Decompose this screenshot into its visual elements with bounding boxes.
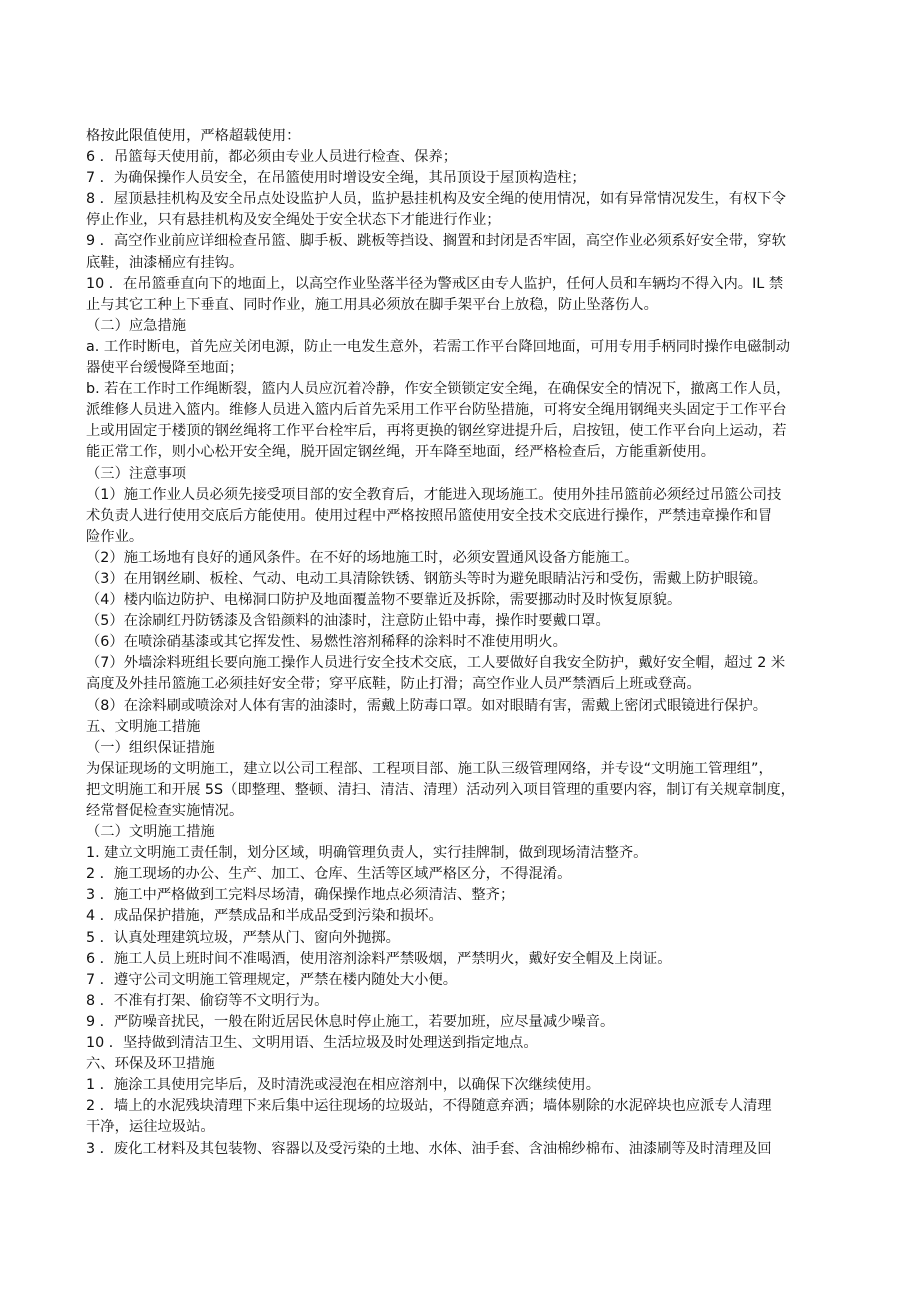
text-line: 8 ．屋顶悬挂机构及安全吊点处设监护人员，监护悬挂机构及安全绳的使用情况，如有异常情况发生，有权下令	[86, 191, 786, 208]
text-line: （6）在喷涂硝基漆或其它挥发性、易燃性溶剂稀释的涂料时不准使用明火。	[86, 634, 567, 651]
text-line: 7 ．为确保操作人员安全，在吊篮使用时增设安全绳，其吊顶设于屋顶构造柱；	[86, 170, 586, 187]
text-line: 3 ．废化工材料及其包装物、容器以及受污染的土地、水体、油手套、含油棉纱棉布、油漆刷等及时清理及回	[86, 1140, 772, 1157]
text-line: 五、文明施工措施	[86, 718, 201, 735]
text-line: 6 ．吊篮每天使用前，都必须由专业人员进行检查、保养；	[86, 149, 458, 166]
text-line: 6 ．施工人员上班时间不准喝酒，使用溶剂涂料严禁吸烟，严禁明火，戴好安全帽及上岗证。	[86, 950, 672, 967]
text-line: 9 ．高空作业前应详细检查吊篮、脚手板、跳板等挡设、搁置和封闭是否牢固，高空作业必须系好安全带，穿软	[86, 233, 786, 250]
text-line: 7 ．遵守公司文明施工管理规定，严禁在楼内随处大小便。	[86, 971, 458, 988]
text-line: 能正常工作，则小心松开安全绳，脱开固定钢丝绳，开车降至地面，经严格检查后，方能重新使用。	[86, 444, 716, 461]
text-line: 停止作业，只有悬挂机构及安全绳处于安全状态下才能进行作业；	[86, 212, 501, 229]
text-line: 1 ．施涂工具使用完毕后，及时清洗或浸泡在相应溶剂中，以确保下次继续使用。	[86, 1077, 601, 1094]
text-line: 10 ．在吊篮垂直向下的地面上，以高空作业坠落半径为警戒区由专人监护，任何人员和车辆均不得入内。IL 禁	[86, 275, 784, 292]
text-line: 止与其它工种上下垂直、同时作业，施工用具必须放在脚手架平台上放稳，防止坠落伤人。	[86, 296, 658, 313]
text-line: 经常督促检查实施情况。	[86, 803, 244, 819]
text-line: 8 ．不准有打架、偷窃等不文明行为。	[86, 992, 329, 1009]
text-line: （7）外墙涂料班组长要向施工操作人员进行安全技术交底，工人要做好自我安全防护，戴好安全帽，超过 2 米	[86, 655, 786, 672]
text-line: 干净，运往垃圾站。	[86, 1119, 215, 1136]
text-line: （1）施工作业人员必须先接受项目部的安全教育后，才能进入现场施工。使用外挂吊篮前必须经过吊篮公司技	[86, 486, 782, 503]
text-line: 派维修人员进入篮内。维修人员进入篮内后首先采用工作平台防坠措施，可将安全绳用钢绳夹头固定于工作平台	[86, 402, 787, 419]
text-line: 4 ．成品保护措施，严禁成品和半成品受到污染和损坏。	[86, 908, 443, 925]
text-line: 9 ．严防噪音扰民，一般在附近居民休息时停止施工，若要加班，应尽量减少噪音。	[86, 1013, 615, 1030]
text-line: 2 ．墙上的水泥残块清理下来后集中运往现场的垃圾站，不得随意弃洒；墙体剔除的水泥碎块也应派专人清理	[86, 1098, 772, 1115]
text-line: 3 ．施工中严格做到工完料尽场清，确保操作地点必须清洁、整齐；	[86, 887, 515, 904]
text-line: 六、环保及环卫措施	[86, 1056, 215, 1073]
text-line: （3）在用钢丝刷、板栓、气动、电动工具清除铁锈、钢筋头等时为避免眼睛沾污和受伤，需戴上防护眼镜。	[86, 570, 768, 587]
text-line: （5）在涂刷红丹防锈漆及含铅颜料的油漆时，注意防止铅中毒，操作时要戴口罩。	[86, 613, 610, 630]
text-line: 术负责人进行使用交底后方能使用。使用过程中严格按照吊篮使用安全技术交底进行操作，严禁违章操作和冒	[86, 507, 773, 524]
document-page	[86, 126, 838, 1160]
text-line: 2 ．施工现场的办公、生产、加工、仓库、生活等区域严格区分，不得混淆。	[86, 866, 572, 883]
text-line: （4）楼内临边防护、电梯洞口防护及地面覆盖物不要靠近及拆除，需要挪动时及时恢复原貌。	[86, 592, 682, 609]
text-line: （三）注意事项	[86, 465, 187, 482]
text-line: （二）文明施工措施	[86, 824, 215, 841]
text-line: 器使平台缓慢降至地面；	[86, 360, 244, 377]
text-line: 底鞋，油漆桶应有挂钩。	[86, 254, 244, 271]
text-line: 把文明施工和开展 5S（即整理、整顿、清扫、清洁、清理）活动列入项目管理的重要内容，制订有关规章制度，	[86, 781, 795, 798]
text-line: 1. 建立文明施工责任制，划分区域，明确管理负责人，实行挂牌制，做到现场清洁整齐。	[86, 845, 648, 862]
text-line: b. 若在工作时工作绳断裂，篮内人员应沉着冷静，作安全锁锁定安全绳，在确保安全的情况下，撤离工作人员，	[86, 381, 791, 398]
text-line: a. 工作时断电，首先应关闭电源，防止一电发生意外，若需工作平台降回地面，可用专用手柄同时操作电磁制动	[86, 338, 791, 355]
text-line: （2）施工场地有良好的通风条件。在不好的场地施工时，必须安置通风设备方能施工。	[86, 549, 639, 566]
text-line: （8）在涂料刷或喷涂对人体有害的油漆时，需戴上防毒口罩。如对眼睛有害，需戴上密闭式眼镜进行保护。	[86, 697, 768, 714]
text-line: 险作业。	[86, 528, 144, 545]
text-line: 高度及外挂吊篮施工必须挂好安全带；穿平底鞋，防止打滑；高空作业人员严禁酒后上班或登高。	[86, 676, 701, 693]
text-line: 为保证现场的文明施工，建立以公司工程部、工程项目部、施工队三级管理网络，并专设“文明施工管理组”，	[86, 760, 773, 777]
text-line: （一）组织保证措施	[86, 739, 215, 756]
text-line: 5 ．认真处理建筑垃圾，严禁从门、窗向外抛掷。	[86, 929, 400, 946]
text-line: 上或用固定于楼顶的钢丝绳将工作平台栓牢后，再将更换的钢丝穿进提升后，启按钮，使工作平台向上运动，若	[86, 423, 787, 440]
text-line: 格按此限值使用，严格超载使用：	[86, 128, 301, 144]
text-line: （二）应急措施	[86, 317, 187, 334]
text-line: 10 ．坚持做到清洁卫生、文明用语、生活垃圾及时处理送到指定地点。	[86, 1035, 538, 1052]
